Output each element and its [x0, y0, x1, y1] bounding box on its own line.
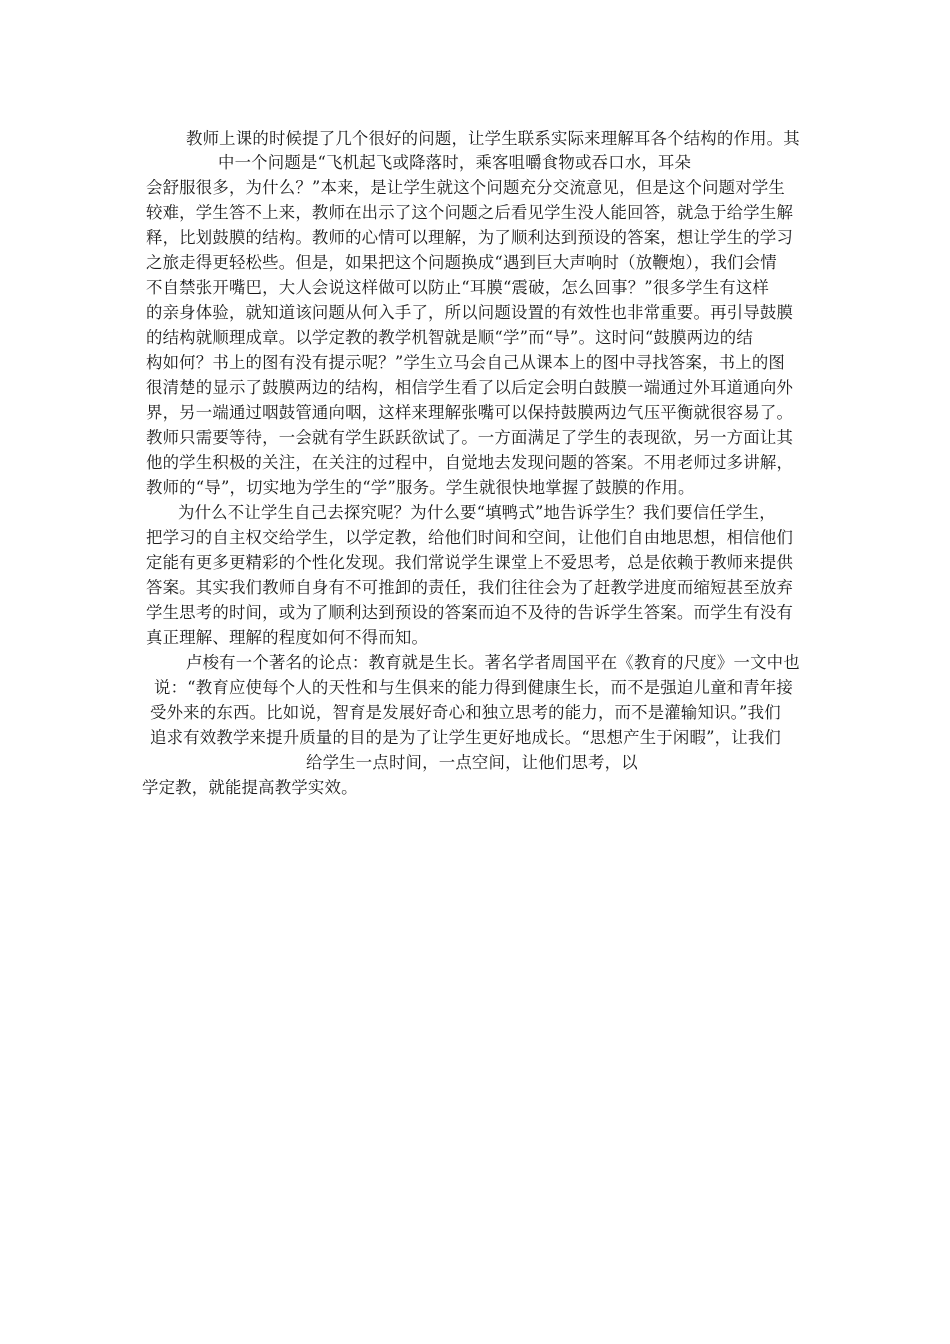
text-line-5: 释，比划鼓膜的结构。教师的心情可以理解，为了顺利达到预设的答案，想让学生的学习: [146, 228, 794, 247]
text-line-13: 教师只需要等待，一会就有学生跃跃欲试了。一方面满足了学生的表现欲，另一方面让其: [146, 428, 794, 447]
text-line-21: 真正理解、理解的程度如何不得而知。: [146, 628, 429, 647]
text-line-8: 的亲身体验，就知道该问题从何入手了，所以问题设置的有效性也非常重要。再引导鼓膜: [146, 303, 794, 322]
text-line-10: 构如何？书上的图有没有提示呢？”学生立马会自己从课本上的图中寻找答案，书上的图: [146, 353, 786, 372]
text-line-27: 学定教，就能提高教学实效。: [142, 778, 358, 797]
text-line-17: 把学习的自主权交给学生，以学定教，给他们时间和空间，让他们自由地思想，相信他们: [146, 528, 794, 547]
text-line-23: 说：“教育应使每个人的天性和与生俱来的能力得到健康生长，而不是强迫儿童和青年接: [154, 678, 794, 697]
text-line-22: 卢梭有一个著名的论点：教育就是生长。著名学者周国平在《教育的尺度》一文中也: [186, 653, 800, 672]
text-line-15: 教师的“导”，切实地为学生的“学”服务。学生就很快地掌握了鼓膜的作用。: [146, 478, 695, 497]
text-line-4: 较难，学生答不上来，教师在出示了这个问题之后看见学生没人能回答，就急于给学生解: [146, 203, 794, 222]
text-line-16: 为什么不让学生自己去探究呢？为什么要“填鸭式”地告诉学生？我们要信任学生，: [178, 503, 776, 522]
text-line-14: 他的学生积极的关注，在关注的过程中，自觉地去发现问题的答案。不用老师过多讲解，: [146, 453, 794, 472]
text-line-26: 给学生一点时间，一点空间，让他们思考，以: [306, 753, 638, 772]
text-line-24: 受外来的东西。比如说，智育是发展好奇心和独立思考的能力，而不是灌输知识。”我们: [150, 703, 781, 722]
text-line-2: 中一个问题是“飞机起飞或降落时，乘客咀嚼食物或吞口水，耳朵: [218, 153, 692, 172]
text-line-25: 追求有效教学来提升质量的目的是为了让学生更好地成长。“思想产生于闲暇”，让我们: [150, 728, 782, 747]
text-line-20: 学生思考的时间，或为了顺利达到预设的答案而迫不及待的告诉学生答案。而学生有没有: [146, 603, 794, 622]
text-line-18: 定能有更多更精彩的个性化发现。我们常说学生课堂上不爱思考，总是依赖于教师来提供: [146, 553, 794, 572]
text-line-7: 不自禁张开嘴巴，大人会说这样做可以防止“耳膜“震破，怎么回事？”很多学生有这样: [146, 278, 769, 297]
text-line-3: 会舒服很多，为什么？”本来，是让学生就这个问题充分交流意见，但是这个问题对学生: [146, 178, 786, 197]
text-line-19: 答案。其实我们教师自身有不可推卸的责任，我们往往会为了赶教学进度而缩短甚至放弃: [146, 578, 794, 597]
text-line-11: 很清楚的显示了鼓膜两边的结构，相信学生看了以后定会明白鼓膜一端通过外耳道通向外: [146, 378, 794, 397]
text-line-12: 界，另一端通过咽鼓管通向咽，这样来理解张嘴可以保持鼓膜两边气压平衡就很容易了。: [146, 403, 794, 422]
text-line-6: 之旅走得更轻松些。但是，如果把这个问题换成“遇到巨大声响时（放鞭炮），我们会情: [146, 253, 777, 272]
text-line-9: 的结构就顺理成章。以学定教的教学机智就是顺“学”而“导”。这时问“鼓膜两边的结: [146, 328, 753, 347]
text-line-1: 教师上课的时候提了几个很好的问题，让学生联系实际来理解耳各个结构的作用。其: [186, 129, 800, 148]
